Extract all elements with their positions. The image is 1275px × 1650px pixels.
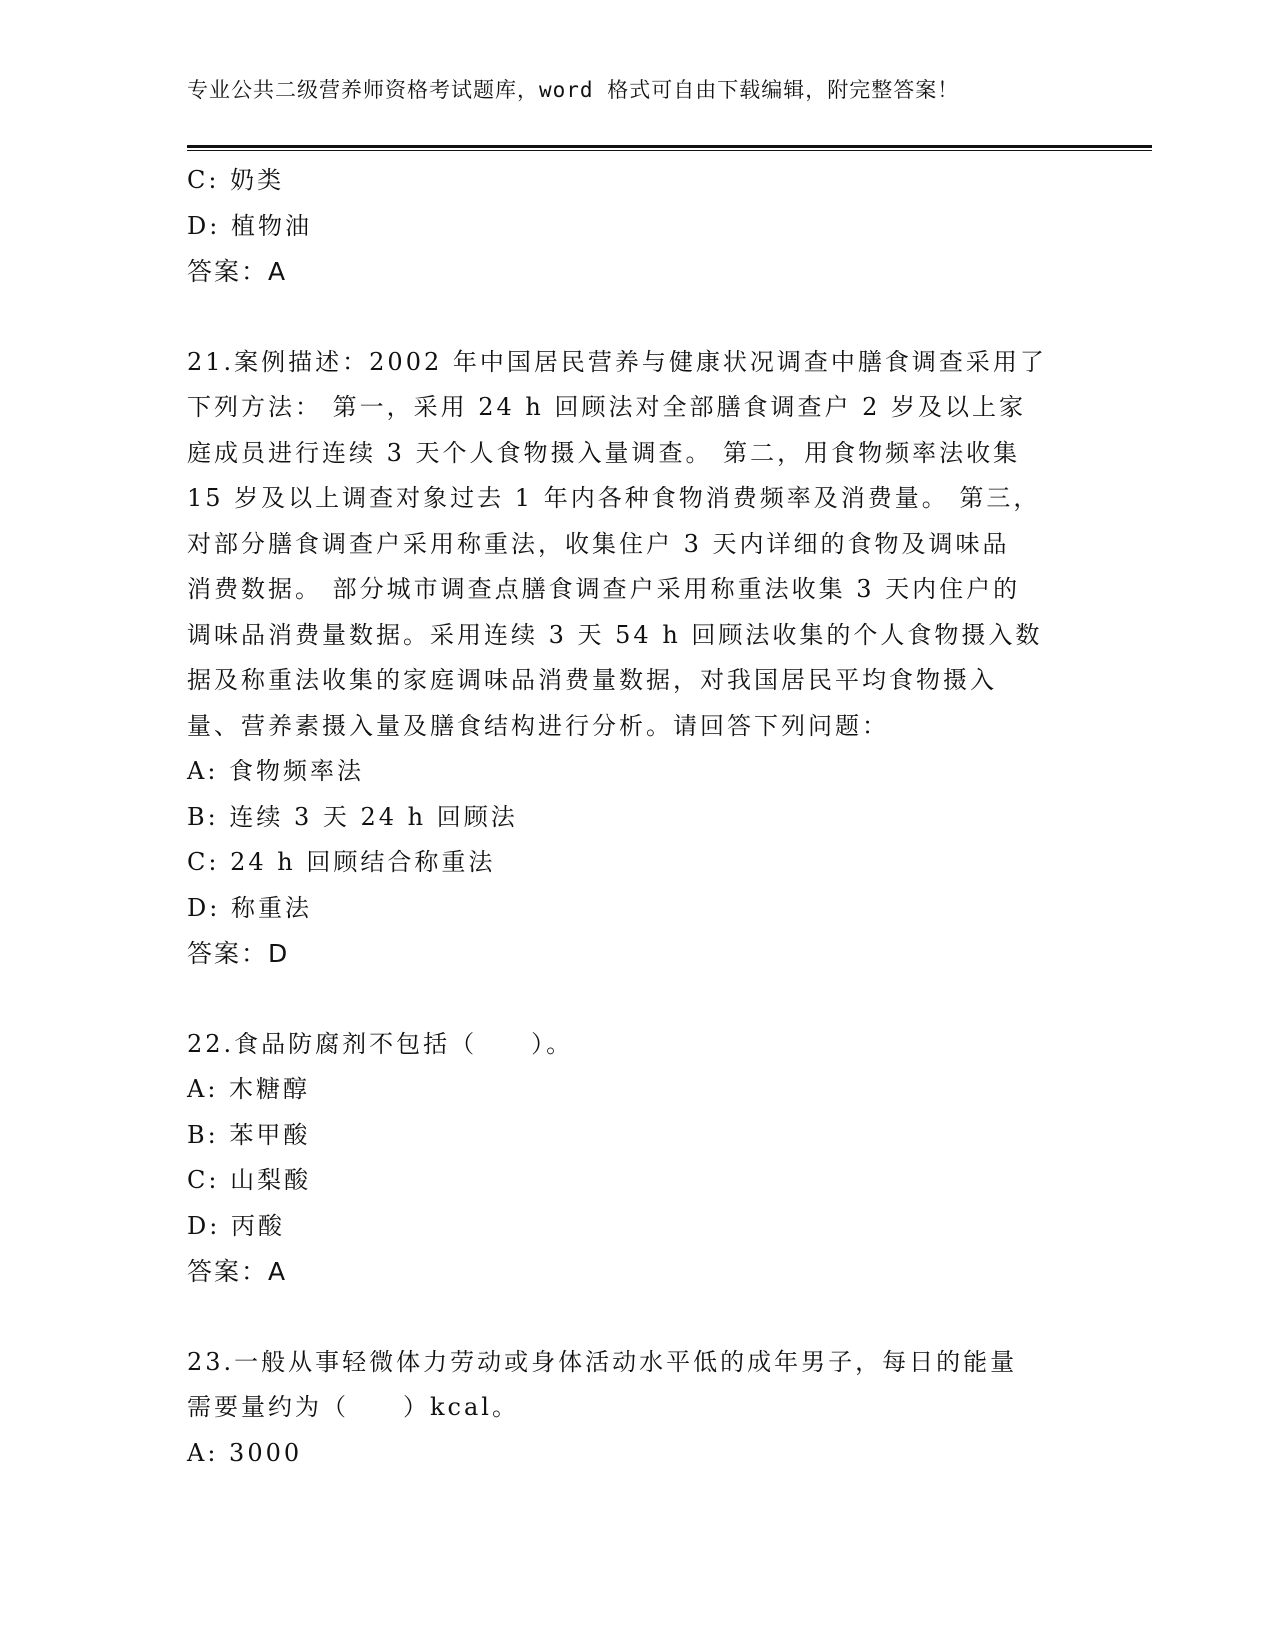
answer-line: 答案：A [187,257,288,286]
question-text-line: 22.食品防腐剂不包括（ ）。 [187,1029,574,1058]
question-text-line: 据及称重法收集的家庭调味品消费量数据，对我国居民平均食物摄入 [187,666,997,694]
question-text-line: 调味品消费量数据。采用连续 3 天 54 h 回顾法收集的个人食物摄入数 [187,620,1043,649]
option-line: B: 连续 3 天 24 h 回顾法 [187,802,518,831]
answer-line: 答案：D [187,939,290,968]
spacer [187,295,1087,340]
question-text-line: 21.案例描述：2002 年中国居民营养与健康状况调查中膳食调查采用了 [187,347,1047,376]
answer-line: 答案：A [187,1257,288,1286]
question-text-line: 庭成员进行连续 3 天个人食物摄入量调查。 第二，用食物频率法收集 [187,438,1021,467]
question-21 [187,340,1087,977]
header-rule-thick [187,145,1152,148]
option-line: D: 称重法 [187,893,312,922]
option-line: B: 苯甲酸 [187,1120,311,1149]
question-text-line: 需要量约为（ ）kcal。 [187,1393,519,1421]
page-header: 专业公共二级营养师资格考试题库，word 格式可自由下载编辑，附完整答案！ [187,78,960,102]
question-text-line: 15 岁及以上调查对象过去 1 年内各种食物消费频率及消费量。 第三， [187,484,1041,512]
question-23 [187,1340,1087,1477]
question-text-line: 下列方法： 第一，采用 24 h 回顾法对全部膳食调查户 2 岁及以上家 [187,393,1027,421]
question-22 [187,1022,1087,1295]
spacer [187,977,1087,1022]
option-line: C: 奶类 [187,166,285,194]
option-line: C: 24 h 回顾结合称重法 [187,848,496,876]
spacer [187,1295,1087,1340]
option-line: A: 木糖醇 [187,1075,311,1103]
option-line: A: 3000 [187,1438,303,1467]
option-line: D: 丙酸 [187,1211,285,1240]
question-text-line: 消费数据。 部分城市调查点膳食调查户采用称重法收集 3 天内住户的 [187,575,1021,603]
option-line: D: 植物油 [187,211,312,240]
option-line: A: 食物频率法 [187,757,365,785]
question-text-line: 对部分膳食调查户采用称重法，收集住户 3 天内详细的食物及调味品 [187,529,1010,558]
page-content [187,158,1087,1476]
option-line: C: 山梨酸 [187,1166,312,1194]
header-rule-thin [187,150,1152,151]
question-text-line: 23.一般从事轻微体力劳动或身体活动水平低的成年男子，每日的能量 [187,1347,1018,1376]
question-text-line: 量、营养素摄入量及膳食结构进行分析。请回答下列问题： [187,711,889,740]
